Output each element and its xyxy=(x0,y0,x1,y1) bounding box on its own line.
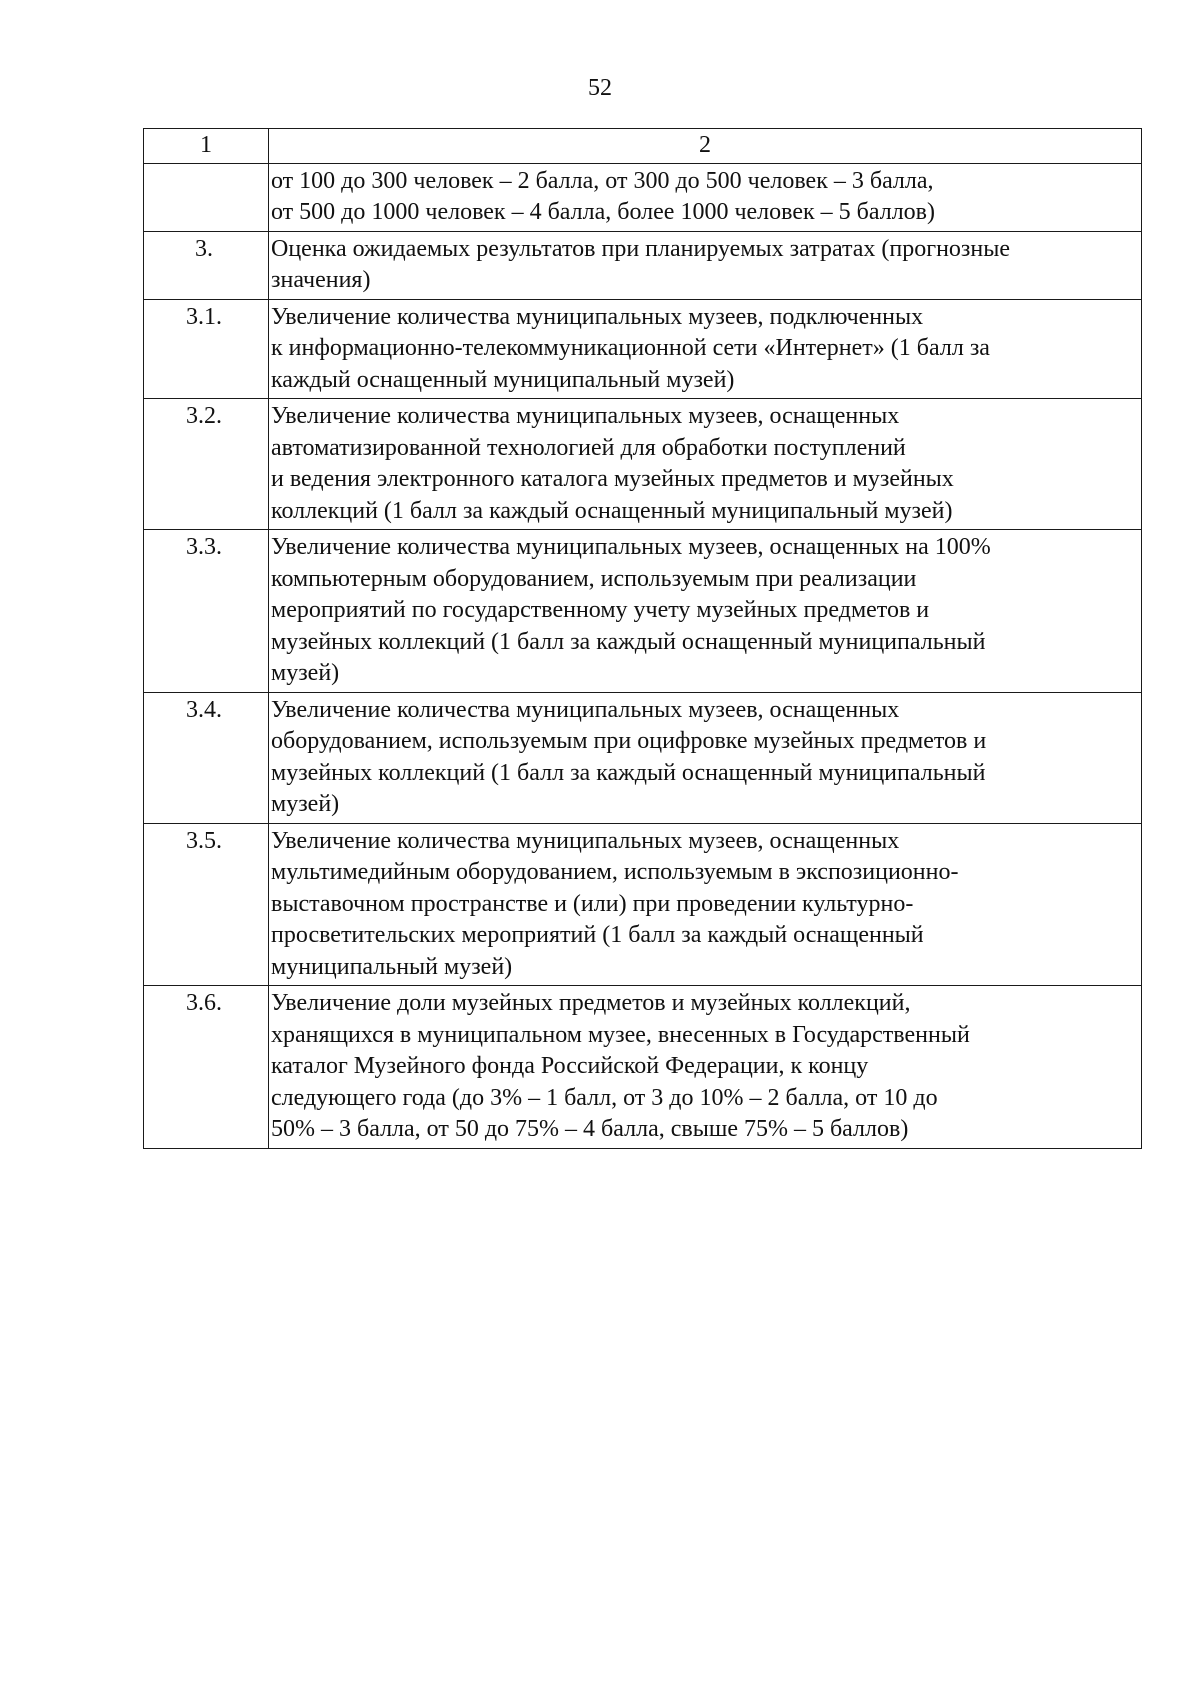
row-number-cell xyxy=(144,163,269,231)
row-text-line: хранящихся в муниципальном музее, внесенных в Государственный xyxy=(271,1021,970,1048)
row-text-line: Увеличение количества муниципальных музеев, оснащенных xyxy=(271,403,900,429)
row-number-cell: 3.1. xyxy=(144,299,269,399)
table-body xyxy=(144,129,1142,1149)
row-number-cell: 3.2. xyxy=(144,399,269,530)
row-text-cell xyxy=(269,986,1142,1149)
row-text-line: от 500 до 1000 человек – 4 балла, более 1000 человек – 5 баллов) xyxy=(271,199,935,225)
row-text-cell xyxy=(269,231,1142,299)
row-text-line: просветительских мероприятий (1 балл за каждый оснащенный xyxy=(271,922,924,948)
table-row xyxy=(144,692,1142,823)
row-text-line: Увеличение количества муниципальных музеев, оснащенных на 100% xyxy=(271,534,991,560)
table-row xyxy=(144,163,1142,231)
page-number: 52 xyxy=(588,75,612,101)
row-number-cell: 3. xyxy=(144,231,269,299)
row-text-cell xyxy=(269,299,1142,399)
row-text-line: автоматизированной технологией для обработки поступлений xyxy=(271,434,906,461)
row-text-line: и ведения электронного каталога музейных предметов и музейных xyxy=(271,466,954,492)
row-text-cell xyxy=(269,399,1142,530)
row-number-cell: 3.6. xyxy=(144,986,269,1149)
table-row xyxy=(144,399,1142,530)
row-number-cell: 3.3. xyxy=(144,530,269,693)
row-text-line: Увеличение доли музейных предметов и музейных коллекций, xyxy=(271,990,911,1016)
header-cell-col2: 2 xyxy=(269,129,1142,164)
row-text-line: музей) xyxy=(271,791,340,817)
criteria-table xyxy=(143,128,1142,1149)
table-row xyxy=(144,299,1142,399)
row-text-line: мультимедийным оборудованием, используемым в экспозиционно- xyxy=(271,859,959,885)
table-row xyxy=(144,823,1142,986)
table-row xyxy=(144,530,1142,693)
row-text-line: Увеличение количества муниципальных музеев, оснащенных xyxy=(271,696,900,723)
row-text-line: каталог Музейного фонда Российской Федерации, к концу xyxy=(271,1053,869,1079)
row-text-line: 50% – 3 балла, от 50 до 75% – 4 балла, свыше 75% – 5 баллов) xyxy=(271,1116,909,1142)
row-text-cell xyxy=(269,823,1142,986)
row-text-line: каждый оснащенный муниципальный музей) xyxy=(271,366,735,393)
row-text-line: оборудованием, используемым при оцифровке музейных предметов и xyxy=(271,728,987,754)
row-text-line: муниципальный музей) xyxy=(271,953,513,980)
row-text-line: музей) xyxy=(271,660,340,686)
row-text-line: Увеличение количества муниципальных музеев, подключенных xyxy=(271,303,924,330)
row-number-cell: 3.4. xyxy=(144,692,269,823)
table-header-row xyxy=(144,129,1142,164)
row-text-line: следующего года (до 3% – 1 балл, от 3 до 10% – 2 балла, от 10 до xyxy=(271,1084,938,1111)
row-text-cell xyxy=(269,163,1142,231)
row-text-line: Увеличение количества муниципальных музеев, оснащенных xyxy=(271,827,900,854)
row-text-cell xyxy=(269,692,1142,823)
row-text-line: мероприятий по государственному учету музейных предметов и xyxy=(271,597,930,623)
row-text-line: к информационно-телекоммуникационной сети «Интернет» (1 балл за xyxy=(271,335,990,361)
row-text-line: Оценка ожидаемых результатов при планируемых затратах (прогнозные xyxy=(271,235,1011,262)
row-text-line: от 100 до 300 человек – 2 балла, от 300 до 500 человек – 3 балла, xyxy=(271,167,934,194)
row-number-cell: 3.5. xyxy=(144,823,269,986)
table-row xyxy=(144,231,1142,299)
row-text-line: музейных коллекций (1 балл за каждый оснащенный муниципальный xyxy=(271,628,986,655)
row-text-cell xyxy=(269,530,1142,693)
header-cell-col1: 1 xyxy=(144,129,269,164)
row-text-line: значения) xyxy=(271,267,371,293)
row-text-line: компьютерным оборудованием, используемым при реализации xyxy=(271,565,917,592)
row-text-line: выставочном пространстве и (или) при проведении культурно- xyxy=(271,890,914,917)
row-text-line: коллекций (1 балл за каждый оснащенный муниципальный музей) xyxy=(271,497,953,524)
row-text-line: музейных коллекций (1 балл за каждый оснащенный муниципальный xyxy=(271,759,986,786)
table-row xyxy=(144,986,1142,1149)
